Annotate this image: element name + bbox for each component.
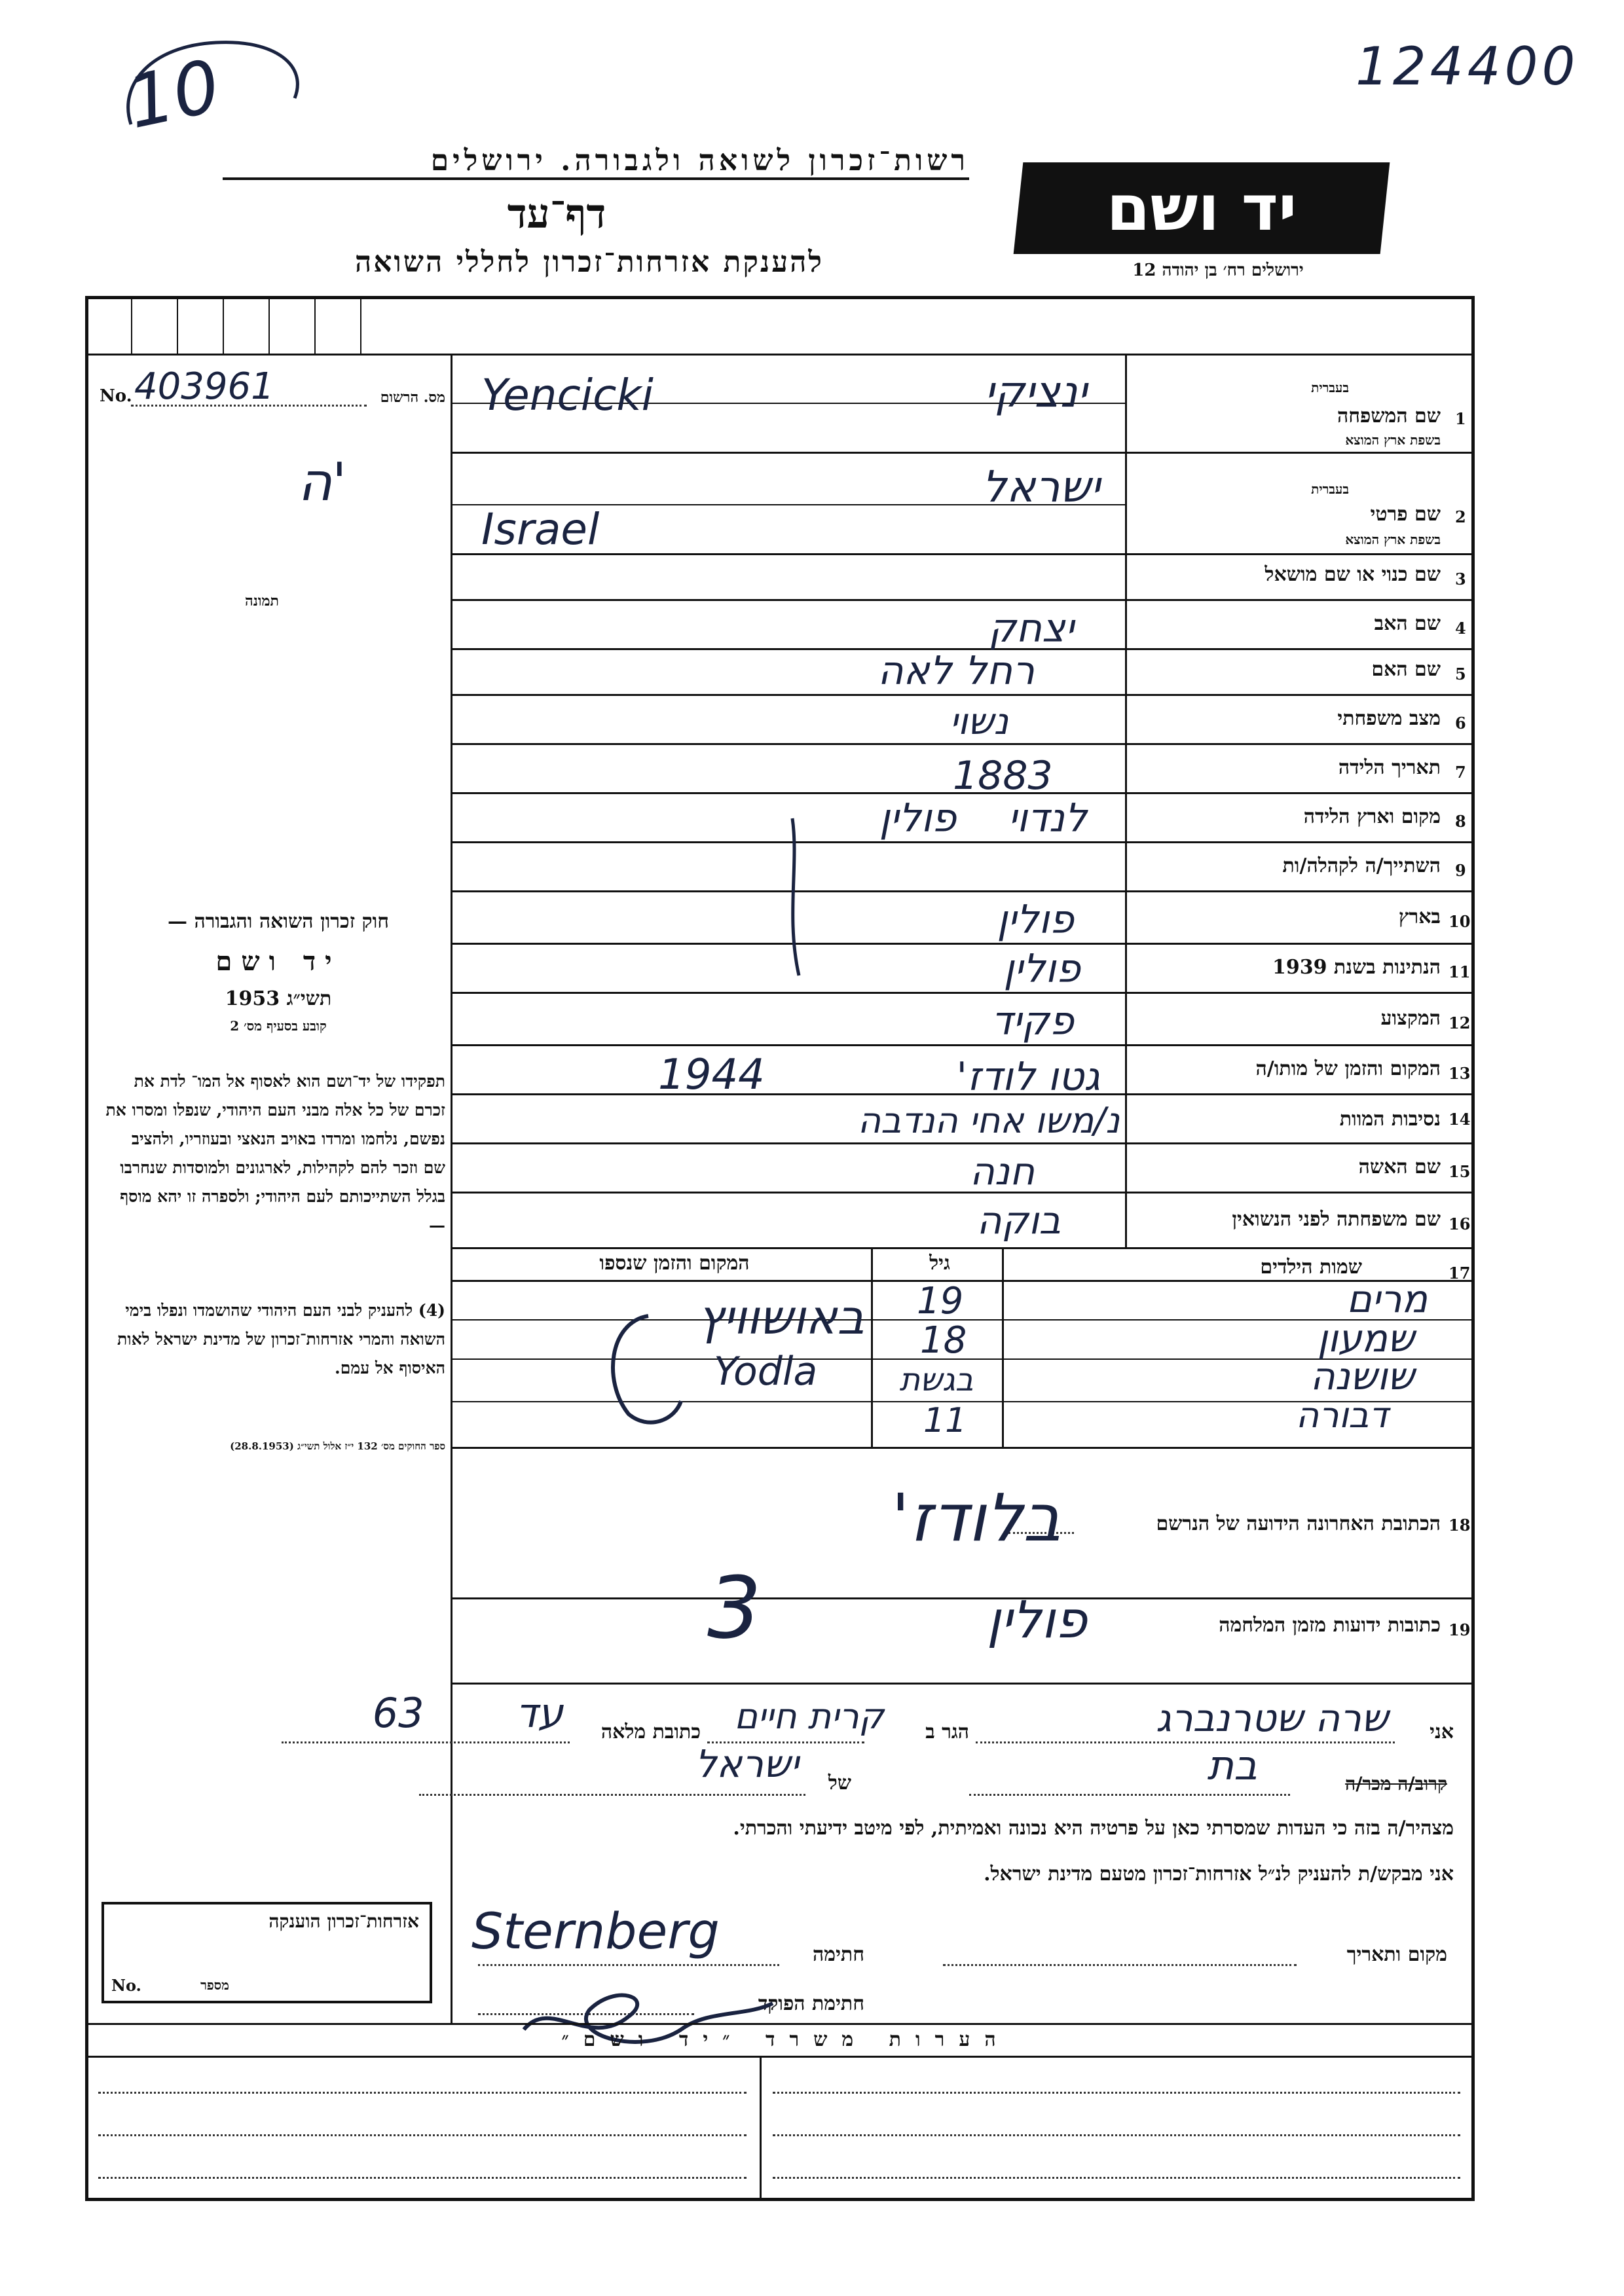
label-column-divider [1125,354,1127,1247]
decl-lives-label: הגר ב [925,1721,969,1743]
decl-name: שרה שטרנברג [1156,1696,1388,1740]
children-fate-extra: Yodla [714,1349,818,1394]
label-family-name: שם המשפחה [1337,405,1441,428]
law-text-2: (4) להעניק לבני העם היהודי שהושמדו ונפלו בימי השואה והמרי אזרחות־זכרון של מדינת ישראל לאות האיסוף אל עמם. [117,1301,445,1377]
value-war-addresses: פולין [987,1591,1087,1650]
label-father-name: שם האב [1374,612,1441,635]
value-birth-date: 1883 [953,753,1053,799]
file-number: 124400 [1356,36,1579,97]
label-first-name: שם פרטי [1370,503,1441,526]
label-country: בארץ [1398,905,1441,928]
label-nationality-1939: הנתינות בשנת 1939 [1272,956,1441,979]
decl-address-label: כתובת מלאה [600,1721,701,1743]
label-marital-status: מצב משפחתי [1337,707,1441,730]
label-birth-date: תאריך הלידה [1338,756,1441,779]
value-death-circumstances: נ/משו אחי הנדבה [857,1100,1120,1141]
value-family-name-latin: Yencicki [481,370,654,420]
decl-place-date-label: מקום ותאריך [1346,1943,1447,1966]
label-death-place-time: המקום והזמן של מותו/ה [1255,1057,1441,1080]
left-panel-divider [451,354,452,2023]
law-year: תשי״ג 1953 [225,987,332,1010]
value-profession: פקיד [991,998,1074,1044]
label-mother-name: שם האם [1371,658,1441,681]
label-nickname: שם כנוי או שם מושאל [1264,563,1441,586]
form-title: דף־עד [507,190,606,238]
child-name-2: שמעון [1317,1316,1414,1360]
citizenship-box-title: אזרחות־זכרון הוענקה [268,1910,419,1932]
birth-place-scribble [773,812,851,982]
value-wife-maiden-name: בוקה [976,1198,1061,1243]
corner-number: 10 [120,43,227,145]
decl-statement: מצהיר/ה בזה כי העדות שמסרתי כאן על פרטיה היא נכונה ואמיתית, לפי מיטב ידיעתי והכרתי. [733,1817,1454,1840]
child-age-2: 18 [920,1319,967,1362]
decl-street: עד 63 [372,1689,563,1737]
decl-city: קרית חיים [734,1696,884,1737]
child-age-1: 19 [917,1280,964,1322]
label-wife-maiden-name: שם משפחתה לפני הנשואין [1232,1208,1441,1231]
label-wife-name: שם האשה [1358,1156,1441,1178]
label-death-circumstances: נסיבות המוות [1339,1108,1441,1131]
value-birth-place: לנדוי פולין [879,795,1087,841]
form-subtitle: להענקת אזרחות־זכרון לחללי השואה [354,246,824,279]
value-last-address: בלודז' [891,1480,1061,1556]
value-mother-name: רחל לאה [877,648,1035,694]
law-clause: קובע בסעיף מס׳ 2 [230,1018,327,1034]
children-col-age: גיל [929,1252,950,1275]
children-col-names: שמות הילדים [1260,1256,1362,1279]
label-war-addresses: כתובות ידועות מזמן המלחמה [1219,1614,1441,1637]
law-footer: ספר החוקים מס׳ 132 י״ז אלול תשי״ג (28.8.1953) [230,1440,445,1452]
value-death-place: גטו לודז' [956,1054,1100,1100]
corner-circle-scribble [111,26,321,157]
photo-label: תמונה [245,592,279,610]
law-text-1: תפקידו של יד־ושם הוא לאסוף אל המו־ לדת את זכרם של כל אלה מבני העם היהודי, שנפלו ומסרו את נפשם, נלחמו ומרדו באויב הנאצי ובעוזריו, ולהציב שם וזכר להם לקהילות, לארגונים ולמוסדות שנחרבו בגלל השתייכותם לעם היהודי; ולספרה זו יהא מוסף — [105,1072,445,1235]
child-name-3: שושנה [1310,1354,1414,1398]
decl-relation-of: ישראל [695,1741,799,1786]
decl-request: אני מבקש/ת להעניק לנ״ל אזרחות־זכרון מטעם מדינת ישראל. [984,1863,1454,1886]
officer-signature-scribble [511,1971,786,2069]
logo-text: יד ושם [1106,172,1297,245]
value-father-name: יצחק [988,606,1074,651]
reg-no-prefix: No. [100,386,132,406]
value-first-name-latin: Israel [481,504,600,555]
decl-relative-label: קרוב/ה מכר/ה [1345,1773,1447,1795]
law-name: יד ושם [215,946,341,977]
value-wife-name: חנה [969,1149,1035,1194]
decl-i-label: אני [1430,1721,1454,1743]
label-last-address: הכתובת האחרונה הידועה של הנרשם [1156,1512,1441,1535]
value-marital-status: נשוי [950,701,1008,743]
child-name-1: מרים [1346,1277,1428,1321]
value-country-1939: פולין [997,897,1074,943]
decl-signature-label: חתימה [813,1943,864,1966]
children-col-place: המקום והזמן שנספו [599,1252,750,1275]
children-fate-place: באושוויץ [697,1290,864,1345]
decl-relation: בת [1207,1741,1257,1789]
child-name-4: דבורה [1295,1394,1388,1436]
decl-officer-label: חתימת הפוקד [758,1992,864,2015]
label-birth-place: מקום וארץ הלידה [1303,805,1441,828]
big-numeral: 3 [707,1558,762,1658]
children-fate-bracket [589,1303,694,1434]
law-title: חוק זכרון השואה והגבורה — [168,910,389,933]
citizenship-no-label: No. [111,1976,141,1995]
citizenship-number-label: מספר [200,1977,229,1993]
value-death-year: 1944 [658,1051,765,1099]
child-age-3: בגשת [899,1362,974,1398]
logo-address: ירושלים רח׳ בן יהודה 12 [1132,261,1304,280]
value-family-name-hebrew: ינציקי [984,367,1087,417]
reg-no-label: מס. הרשום [380,389,445,406]
office-notes-title: הערות משרד ״יד ושם״ [561,2028,1010,2051]
decl-signature: Sternberg [471,1902,720,1960]
label-profession: המקצוע [1380,1007,1441,1030]
authority-line: רשות־זכרון לשואה ולגבורה. ירושלים [223,144,969,180]
photo-area-mark: ה' [298,452,347,513]
value-nationality-1939: פולין [1003,946,1080,992]
label-community: השתייך/ה לקהלה/ות [1282,854,1441,877]
child-age-4: 11 [923,1401,967,1440]
value-first-name-hebrew: ישראל [982,462,1100,512]
registration-number: 403961 [134,365,274,408]
decl-of-label: של [828,1772,851,1795]
